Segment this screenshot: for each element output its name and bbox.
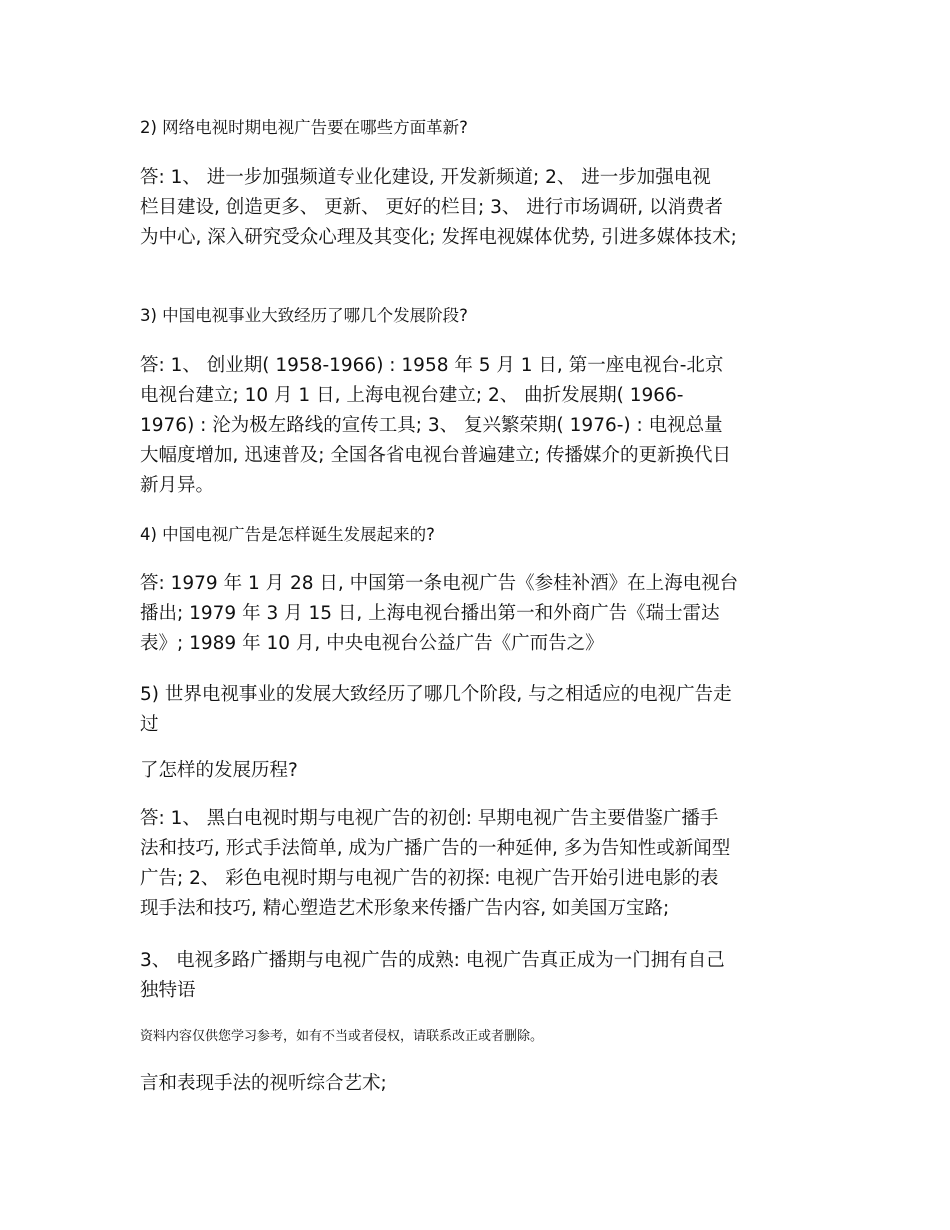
text-line: 1976) : 沦为极左路线的宣传工具; 3、 复兴繁荣期( 1976-) : 电视总量 [140, 415, 723, 436]
answer-5-continued [140, 1069, 830, 1099]
text-line: 了怎样的发展历程? [140, 760, 298, 781]
text-line: 新月异。 [140, 475, 215, 496]
text-line: 为中心, 深入研究受众心理及其变化; 发挥电视媒体优势, 引进多媒体技术; [140, 227, 737, 248]
text-line: 电视台建立; 10 月 1 日, 上海电视台建立; 2、 曲折发展期( 1966- [140, 385, 684, 406]
text-line: 5) 世界电视事业的发展大致经历了哪几个阶段, 与之相适应的电视广告走 [140, 684, 732, 705]
answer-5 [140, 804, 830, 924]
text-line: 现手法和技巧, 精心塑造艺术形象来传播广告内容, 如美国万宝路; [140, 898, 670, 919]
text-line: 大幅度增加, 迅速普及; 全国各省电视台普遍建立; 传播媒介的更新换代日 [140, 445, 731, 466]
text-line: 播出; 1979 年 3 月 15 日, 上海电视台播出第一和外商广告《瑞士雷达 [140, 603, 720, 624]
answer-2 [140, 163, 830, 253]
question-2 [140, 116, 830, 140]
text-line: 3、 电视多路广播期与电视广告的成熟: 电视广告真正成为一门拥有自己 [140, 950, 725, 971]
text-line: 答: 1、 黑白电视时期与电视广告的初创: 早期电视广告主要借鉴广播手 [140, 808, 719, 829]
text-line: 栏目建设, 创造更多、 更新、 更好的栏目; 3、 进行市场调研, 以消费者 [140, 197, 724, 218]
text-line: 答: 1979 年 1 月 28 日, 中国第一条电视广告《参桂补酒》在上海电视台 [140, 573, 739, 594]
answer-4 [140, 569, 830, 659]
text-line: 答: 1、 进一步加强频道专业化建设, 开发新频道; 2、 进一步加强电视 [140, 167, 711, 188]
question-5-continued [140, 756, 830, 786]
text-line: 答: 1、 创业期( 1958-1966) : 1958 年 5 月 1 日, 第一座电视台-北京 [140, 355, 724, 376]
question-3 [140, 304, 830, 328]
text-line: 广告; 2、 彩色电视时期与电视广告的初探: 电视广告开始引进电影的表 [140, 868, 719, 889]
question-5 [140, 680, 830, 740]
text-line: 表》; 1989 年 10 月, 中央电视台公益广告《广而告之》 [140, 633, 604, 654]
answer-5-part-3 [140, 946, 830, 1006]
text-line: 过 [140, 714, 159, 735]
text-line: 言和表现手法的视听综合艺术; [140, 1073, 387, 1094]
answer-3 [140, 351, 830, 501]
text-line: 资料内容仅供您学习参考，如有不当或者侵权，请联系改正或者删除。 [140, 1029, 544, 1044]
text-line: 2) 网络电视时期电视广告要在哪些方面革新? [140, 118, 468, 137]
text-line: 4) 中国电视广告是怎样诞生发展起来的? [140, 525, 435, 544]
text-line: 独特语 [140, 980, 196, 1001]
question-4 [140, 523, 830, 547]
text-line: 3) 中国电视事业大致经历了哪几个发展阶段? [140, 306, 468, 325]
text-line: 法和技巧, 形式手法简单, 成为广播广告的一种延伸, 多为告知性或新闻型 [140, 838, 731, 859]
disclaimer-note [140, 1027, 830, 1047]
